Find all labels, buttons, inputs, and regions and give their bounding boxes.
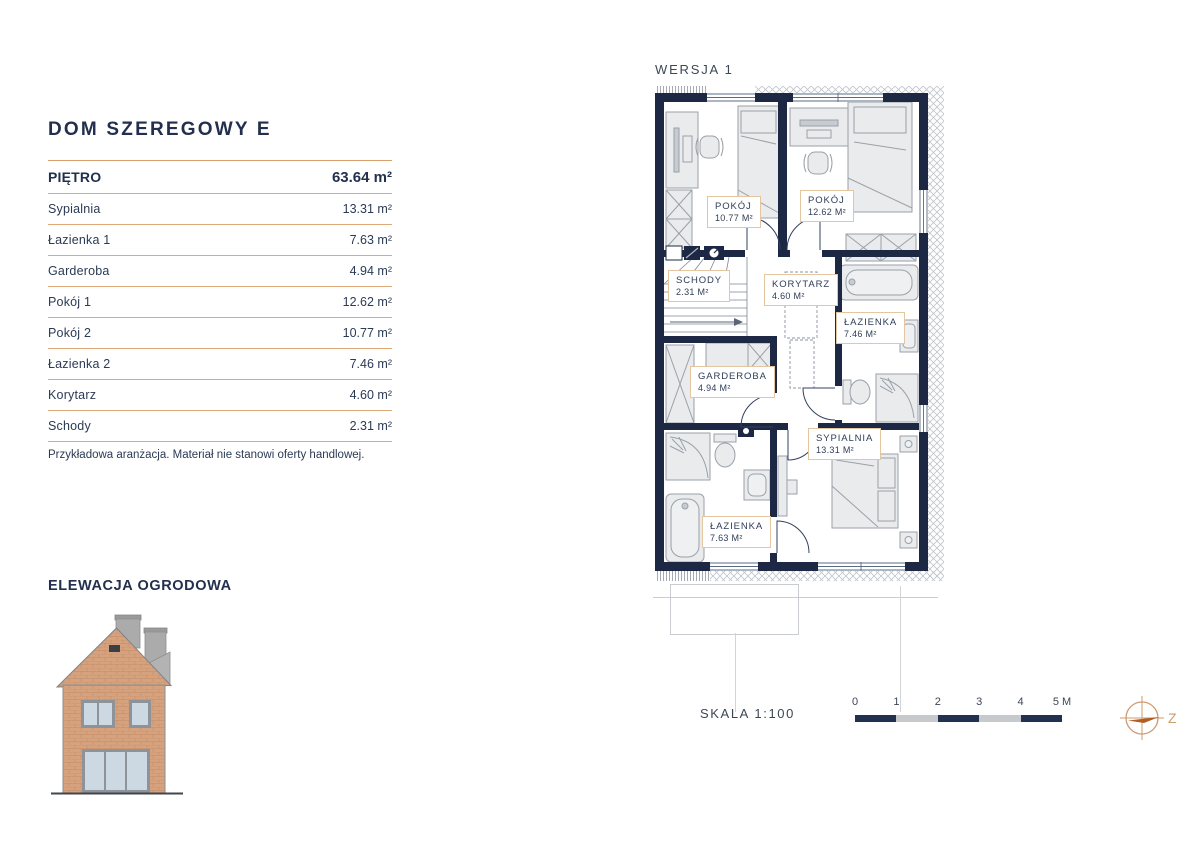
table-row (48, 380, 392, 411)
garden-elevation-drawing (45, 612, 195, 812)
table-row (48, 225, 392, 256)
room-area: 12.62 m² (342, 295, 392, 309)
room-label-pokoj-1: POKÓJ 12.62 M² (800, 190, 854, 222)
reference-line-vertical (735, 633, 736, 712)
room-label-garderoba: GARDEROBA 4.94 M² (690, 366, 775, 398)
room-area: 4.94 m² (349, 264, 392, 278)
room-area: 13.31 m² (342, 202, 392, 216)
room-name: Łazienka 2 (48, 357, 111, 371)
disclaimer-text: Przykładowa aranżacja. Materiał nie stanowi oferty handlowej. (48, 449, 365, 461)
room-area: 10.77 m² (342, 326, 392, 340)
sink-icon (744, 470, 770, 500)
scalebar-tick-label: 2 (934, 696, 941, 708)
scalebar-segment (896, 715, 937, 722)
scale-label: SKALA 1:100 (700, 706, 795, 721)
room-name: Schody (48, 419, 91, 433)
room-area: 7.63 m² (349, 233, 392, 247)
ground-floor-window (82, 749, 150, 793)
scalebar-tick-label: 0 (851, 696, 859, 708)
scalebar-tick-label: 1 (893, 696, 900, 708)
room-label-lazienka-1: ŁAZIENKA 7.63 M² (702, 516, 771, 548)
bed-icon (848, 102, 912, 212)
scalebar (855, 715, 1062, 722)
compass-icon (1118, 692, 1188, 744)
elevation-heading: ELEWACJA OGRODOWA (48, 578, 232, 594)
table-header-row (48, 161, 392, 194)
compass-direction-label: Z (1168, 710, 1177, 726)
room-name: Garderoba (48, 264, 110, 278)
shower-icon (876, 374, 918, 422)
scalebar-tick-label: 4 (1017, 696, 1024, 708)
room-area: 7.46 m² (349, 357, 392, 371)
area-table (48, 160, 392, 442)
room-label-lazienka-2: ŁAZIENKA 7.46 M² (836, 312, 905, 344)
bathtub-icon (666, 494, 704, 562)
desk-icon (790, 108, 848, 146)
table-row (48, 256, 392, 287)
table-row (48, 194, 392, 225)
room-name: Korytarz (48, 388, 97, 402)
floor-label: PIĘTRO (48, 169, 102, 185)
page-title: DOM SZEREGOWY E (48, 119, 272, 140)
radiator-icon (778, 456, 797, 516)
room-name: Pokój 2 (48, 326, 92, 340)
toilet-icon (843, 380, 870, 404)
scalebar-segment (1021, 715, 1062, 722)
gable-vent (109, 645, 120, 652)
table-rows (48, 194, 392, 442)
scalebar-ticks (851, 696, 1072, 710)
room-area: 4.60 m² (349, 388, 392, 402)
table-row (48, 287, 392, 318)
desk-icon (666, 112, 698, 188)
floor-total-area: 63.64 m² (331, 168, 392, 186)
room-name: Pokój 1 (48, 295, 92, 309)
scalebar-tick-label: 3 (976, 696, 983, 708)
scalebar-segment (938, 715, 979, 722)
reference-line-vertical (900, 586, 901, 712)
toilet-icon (714, 434, 736, 467)
projection-outline (670, 584, 799, 635)
room-label-schody: SCHODY 2.31 M² (668, 270, 730, 302)
version-label: WERSJA 1 (655, 62, 734, 77)
double-bed-icon (832, 454, 898, 528)
room-label-pokoj-2: POKÓJ 10.77 M² (707, 196, 761, 228)
scalebar-segment (855, 715, 896, 722)
room-name: Sypialnia (48, 202, 101, 216)
scalebar-segment (979, 715, 1020, 722)
room-name: Łazienka 1 (48, 233, 111, 247)
chair-icon (804, 152, 832, 174)
room-label-korytarz: KORYTARZ 4.60 M² (764, 274, 838, 306)
floor-plan (650, 86, 945, 586)
shower-icon (666, 433, 710, 480)
scalebar-tick-label: 5 M (1052, 696, 1072, 708)
table-row (48, 411, 392, 442)
chair-icon (696, 136, 723, 158)
upper-left-window (81, 700, 115, 728)
upper-right-window (129, 700, 151, 728)
room-area: 2.31 m² (349, 419, 392, 433)
table-row (48, 349, 392, 380)
nightstand-icon (900, 436, 917, 548)
bathtub-icon (840, 265, 918, 300)
wardrobe-icon (666, 190, 692, 248)
table-row (48, 318, 392, 349)
room-label-sypialnia: SYPIALNIA 13.31 M² (808, 428, 881, 460)
